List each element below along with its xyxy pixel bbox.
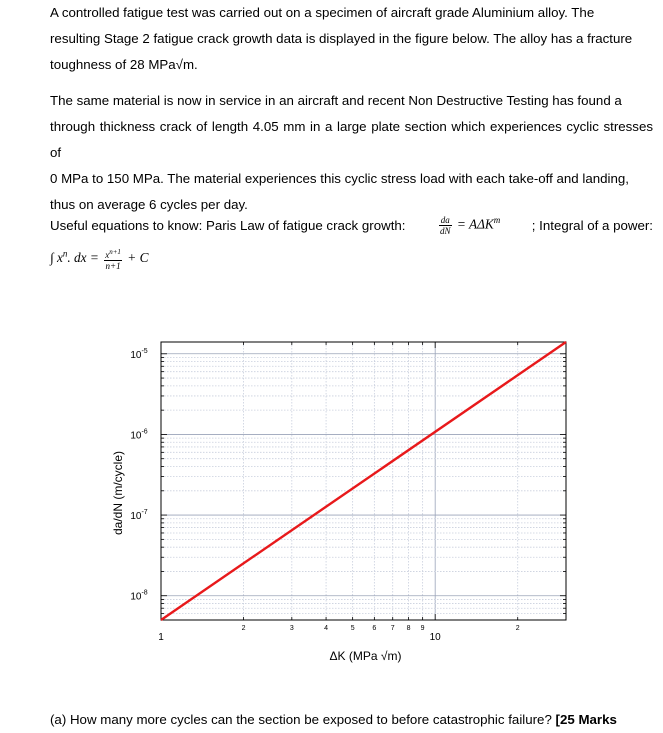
- x-tick-label-minor: 6: [372, 625, 377, 632]
- series-line: [161, 342, 566, 620]
- x-tick-label-minor: 5: [350, 625, 355, 632]
- question-a: [50, 712, 617, 727]
- intro-line-2: resulting Stage 2 fatigue crack growth data is displayed in the figure below. The alloy has a fracture: [50, 31, 633, 46]
- paris-exponent: m: [493, 214, 501, 225]
- integral-constant: + C: [127, 250, 149, 266]
- y-tick-label: $10^{-5}$: [130, 347, 148, 361]
- x-tick-label-minor: 2: [515, 625, 520, 632]
- intro-line-3: toughness of 28 MPa√m.: [50, 57, 198, 72]
- y-tick-label: $10^{-7}$: [130, 509, 148, 523]
- chart-series: [161, 342, 566, 620]
- service-line-2: through thickness crack of length 4.05 mm in a large plate section which experiences cyclic stresses of: [50, 119, 653, 160]
- integral-dx: . dx =: [67, 250, 99, 266]
- x-tick-label-minor: 2: [241, 625, 246, 632]
- service-line-4: thus on average 6 cycles per day.: [50, 197, 248, 212]
- paris-numerator: da: [440, 214, 450, 225]
- x-tick-label-minor: 8: [406, 625, 411, 632]
- equations-lead: Useful equations to know: Paris Law of fatigue crack growth:: [50, 217, 406, 233]
- question-marks: [25 Marks: [555, 712, 617, 727]
- integral-lhs: ∫ x: [50, 250, 63, 266]
- y-axis-label: da/dN (m/cycle): [111, 450, 125, 536]
- x-tick-label-minor: 3: [289, 625, 294, 632]
- integral-exponent: n: [62, 248, 68, 259]
- service-line-3: 0 MPa to 150 MPa. The material experiences this cyclic stress load with each take-off and landing,: [50, 171, 629, 186]
- integral-num-exponent: n+1: [109, 248, 121, 256]
- intro-line-1: A controlled fatigue test was carried out on a specimen of aircraft grade Aluminium alloy. The: [50, 5, 595, 20]
- question-text: (a) How many more cycles can the section be exposed to before catastrophic failure?: [50, 712, 552, 727]
- x-tick-label-minor: 7: [390, 625, 395, 632]
- integral-lead: ; Integral of a power:: [531, 217, 653, 233]
- paris-denominator: dN: [440, 225, 451, 236]
- x-tick-label-major: 10: [429, 632, 441, 643]
- x-tick-label-minor: 4: [324, 625, 329, 632]
- x-tick-label-minor: 9: [420, 625, 425, 632]
- x-tick-label-major: 1: [158, 632, 164, 643]
- y-tick-label: $10^{-6}$: [130, 428, 148, 442]
- integral-denominator: n+1: [105, 261, 121, 271]
- integral-num-base: x: [105, 250, 110, 260]
- paris-rhs: = AΔK: [456, 216, 494, 232]
- y-tick-label: $10^{-8}$: [130, 589, 148, 603]
- service-line-1: The same material is now in service in an aircraft and recent Non Destructive Testing has found a: [50, 93, 622, 108]
- x-axis-label: ΔK (MPa √m): [329, 649, 402, 663]
